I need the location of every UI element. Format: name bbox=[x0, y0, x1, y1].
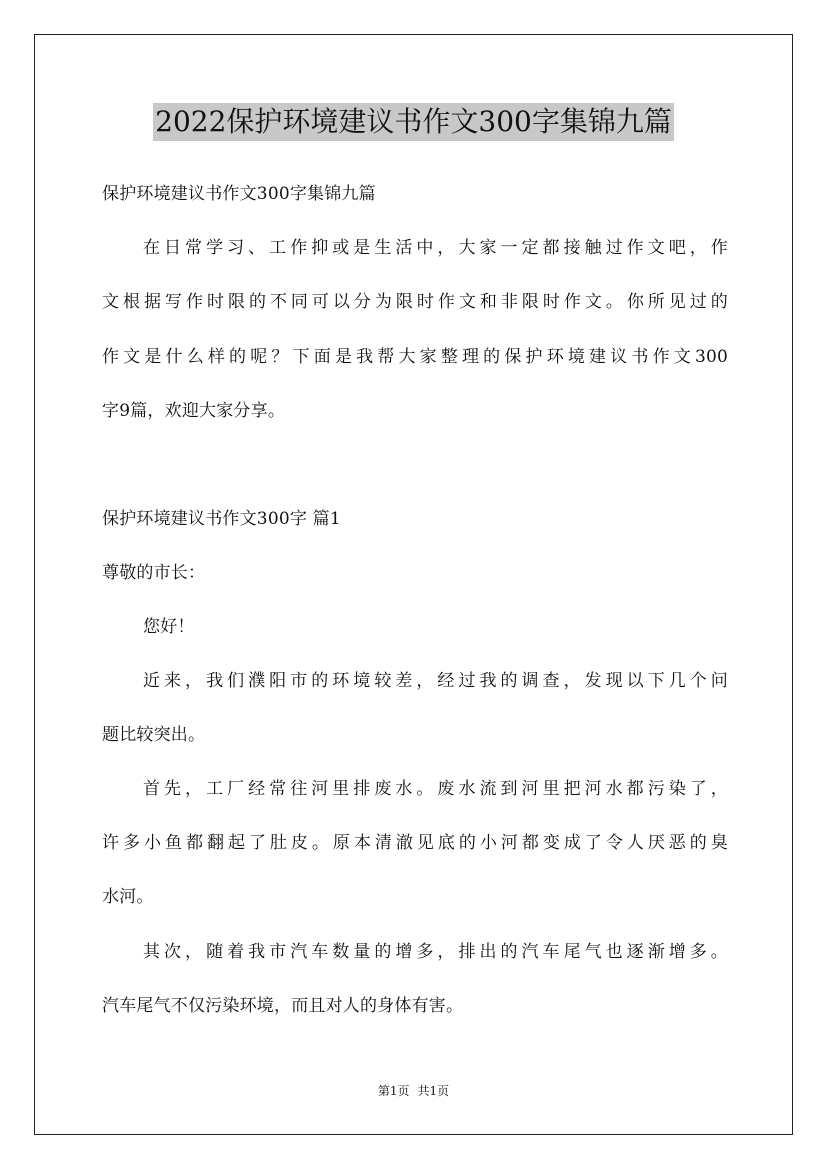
intro-line-4: 字9篇，欢迎大家分享。 bbox=[102, 401, 286, 421]
title-container bbox=[0, 103, 827, 141]
section-heading: 保护环境建议书作文300字 篇1 bbox=[102, 509, 341, 529]
intro-line-3: 作文是什么样的呢？下面是我帮大家整理的保护环境建议书作文300 bbox=[102, 347, 728, 367]
salutation: 尊敬的市长： bbox=[102, 563, 206, 583]
paragraph-1-line-1: 近来，我们濮阳市的环境较差，经过我的调查，发现以下几个问 bbox=[143, 671, 728, 691]
intro-line-2: 文根据写作时限的不同可以分为限时作文和非限时作文。你所见过的 bbox=[102, 292, 728, 312]
page-number: 第1页 bbox=[377, 1084, 410, 1098]
paragraph-3-line-2: 汽车尾气不仅污染环境，而且对人的身体有害。 bbox=[102, 996, 464, 1016]
paragraph-3-line-1: 其次，随着我市汽车数量的增多，排出的汽车尾气也逐渐增多。 bbox=[143, 942, 728, 962]
document-title: 2022保护环境建议书作文300字集锦九篇 bbox=[153, 103, 674, 141]
page-total: 共1页 bbox=[417, 1084, 450, 1098]
paragraph-2-line-3: 水河。 bbox=[102, 887, 154, 907]
paragraph-2-line-1: 首先，工厂经常往河里排废水。废水流到河里把河水都污染了， bbox=[143, 779, 728, 799]
paragraph-1-line-2: 题比较突出。 bbox=[102, 725, 206, 745]
paragraph-2-line-2: 许多小鱼都翻起了肚皮。原本清澈见底的小河都变成了令人厌恶的臭 bbox=[102, 833, 728, 853]
page-footer bbox=[0, 1083, 827, 1099]
intro-line-1: 在日常学习、工作抑或是生活中，大家一定都接触过作文吧，作 bbox=[143, 238, 728, 258]
subtitle: 保护环境建议书作文300字集锦九篇 bbox=[102, 184, 376, 204]
greeting: 您好！ bbox=[143, 617, 195, 637]
